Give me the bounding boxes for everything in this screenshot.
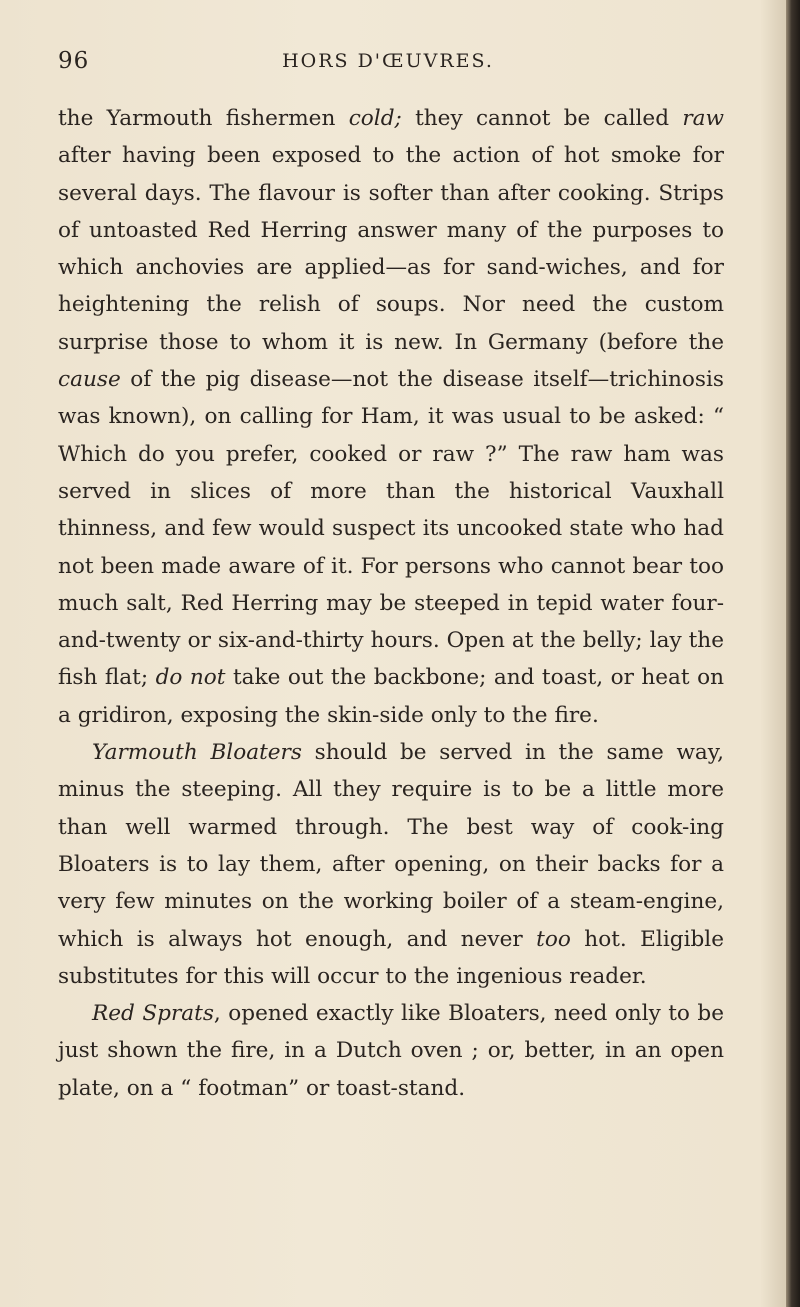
page-header <box>58 48 718 82</box>
text-run: after having been exposed to the action of hot smoke for several days. The flavour is softer than after cooking. Strips of untoasted Red Herring answer many of the purposes to which anchovies are applied—as for sand-wiches, and for heightening the relish of soups. Nor need the custom surprise those to whom it is new. In Germany (before the <box>58 143 724 355</box>
body-text <box>58 100 724 1107</box>
italic-run: Yarmouth Bloaters <box>92 740 302 766</box>
text-run: the Yarmouth fishermen <box>58 106 349 131</box>
italic-run: too <box>536 926 571 952</box>
text-run: of the pig disease—not the disease itself—trichinosis was known), on calling for Ham, it was usual to be asked: “ Which do you prefer, cooked or raw ?” The raw ham was served in slices of more than the historical Vauxhall thinness, and few would suspect its uncooked state who had not been made aware of it. For persons who cannot bear too much salt, Red Herring may be steeped in tepid water four-and-twenty or six-and-thirty hours. Open at the belly; lay the fish flat; <box>58 367 724 691</box>
running-head: HORS D'ŒUVRES. <box>282 50 494 72</box>
italic-run: cause <box>58 367 121 393</box>
italic-run: raw <box>682 106 725 131</box>
paragraph-2 <box>58 734 724 995</box>
paragraph-3 <box>58 995 724 1107</box>
italic-run: Red Sprats <box>92 1001 214 1027</box>
italic-run: do not <box>155 665 226 691</box>
text-run: they cannot be called <box>401 106 683 131</box>
italic-run: cold; <box>348 106 402 131</box>
book-spine-edge <box>786 0 800 1307</box>
text-run: should be served in the same way, minus the steeping. All they require is to be a little more than well warmed through. The best way of cook-ing Bloaters is to lay them, after opening, on their backs for a very few minutes on the working boiler of a steam-engine, which is always hot enough, and never <box>58 740 724 952</box>
paragraph-1 <box>58 100 724 734</box>
text-run: , opened exactly like Bloaters, need only to be just shown the fire, in a Dutch oven ; or, better, in an open plate, on a “ footman” or toast-stand. <box>58 1001 724 1101</box>
text-run: take out the backbone; and toast, or heat on a gridiron, exposing the skin-side only to the fire. <box>58 665 724 728</box>
page-number: 96 <box>58 48 90 74</box>
text-run: hot. Eligible substitutes for this will occur to the ingenious reader. <box>58 926 724 989</box>
